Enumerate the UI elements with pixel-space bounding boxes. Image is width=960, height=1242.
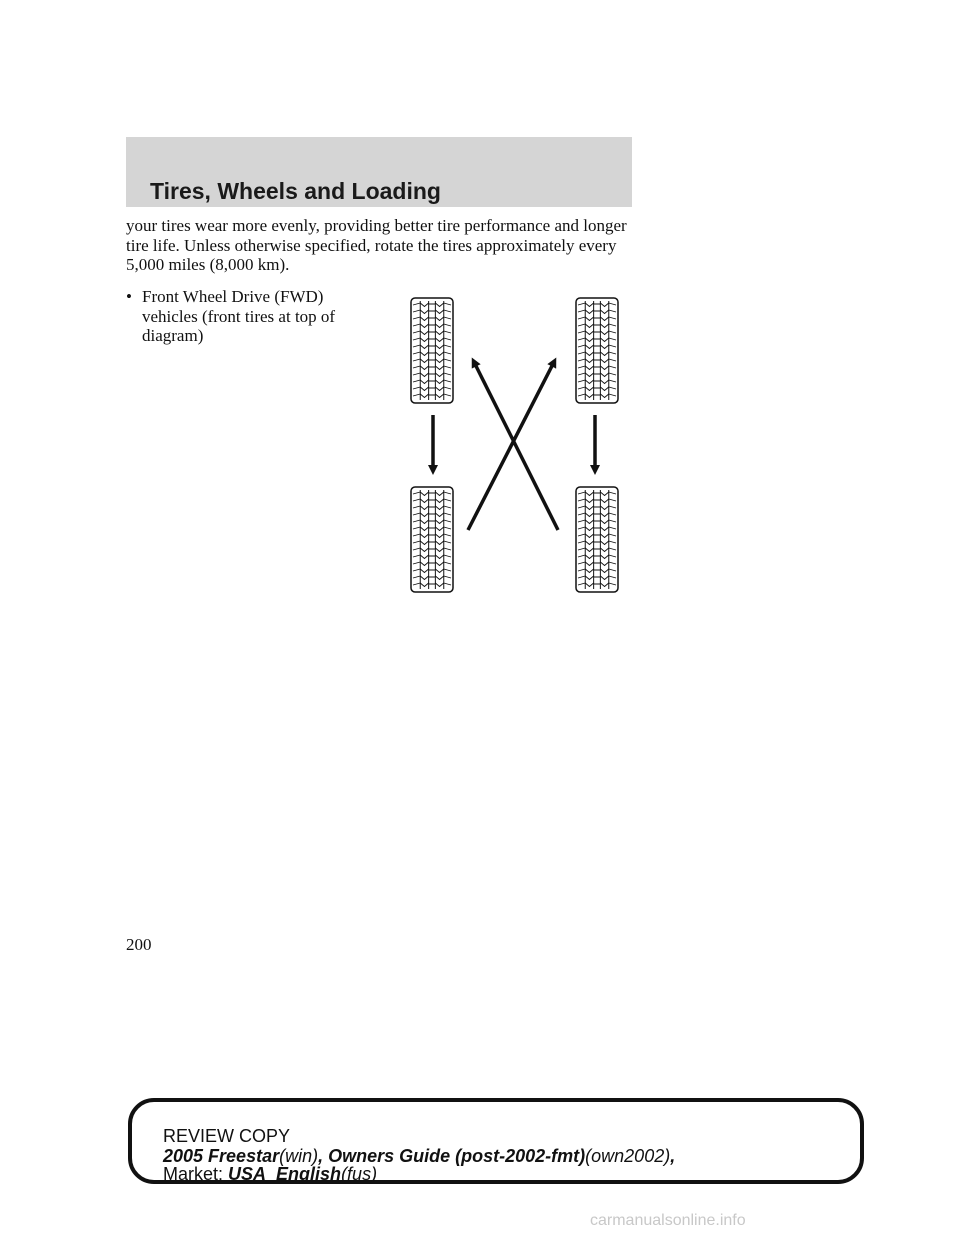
footer-model-code: (win) (279, 1146, 319, 1166)
arrow-rear-right-to-front-left (474, 362, 558, 530)
body-paragraph: your tires wear more evenly, providing better tire performance and longer tire life. Unless otherwise specified, rotate the tires approximately every 5,000 miles (8,000 km). (126, 216, 627, 274)
footer-document-info (163, 1146, 675, 1166)
footer-market-info (163, 1164, 377, 1184)
bullet-text: Front Wheel Drive (FWD) vehicles (front tires at top of diagram) (142, 287, 336, 345)
page-number: 200 (126, 935, 152, 954)
tire-front-left-icon (411, 298, 453, 403)
footer-market: USA_English (228, 1164, 342, 1184)
footer-guide-code: (own2002) (585, 1146, 671, 1166)
tire-rear-left-icon (411, 487, 453, 592)
bullet-mark: • (126, 287, 132, 306)
watermark: carmanualsonline.info (590, 1212, 746, 1229)
footer-review-label: REVIEW COPY (163, 1126, 291, 1146)
footer-market-label: Market: (163, 1164, 224, 1184)
tire-rotation-diagram (400, 290, 630, 600)
tire-rear-right-icon (576, 487, 618, 592)
footer-guide: Owners Guide (post-2002-fmt) (328, 1146, 586, 1166)
arrow-rear-left-to-front-right (468, 362, 554, 530)
tire-front-right-icon (576, 298, 618, 403)
section-title: Tires, Wheels and Loading (150, 178, 441, 204)
footer-sep2: , (670, 1146, 676, 1166)
bullet-item-fwd (126, 287, 346, 346)
footer-market-code: (fus) (341, 1164, 378, 1184)
footer-model: 2005 Freestar (163, 1146, 280, 1166)
footer-sep1: , (318, 1146, 329, 1166)
